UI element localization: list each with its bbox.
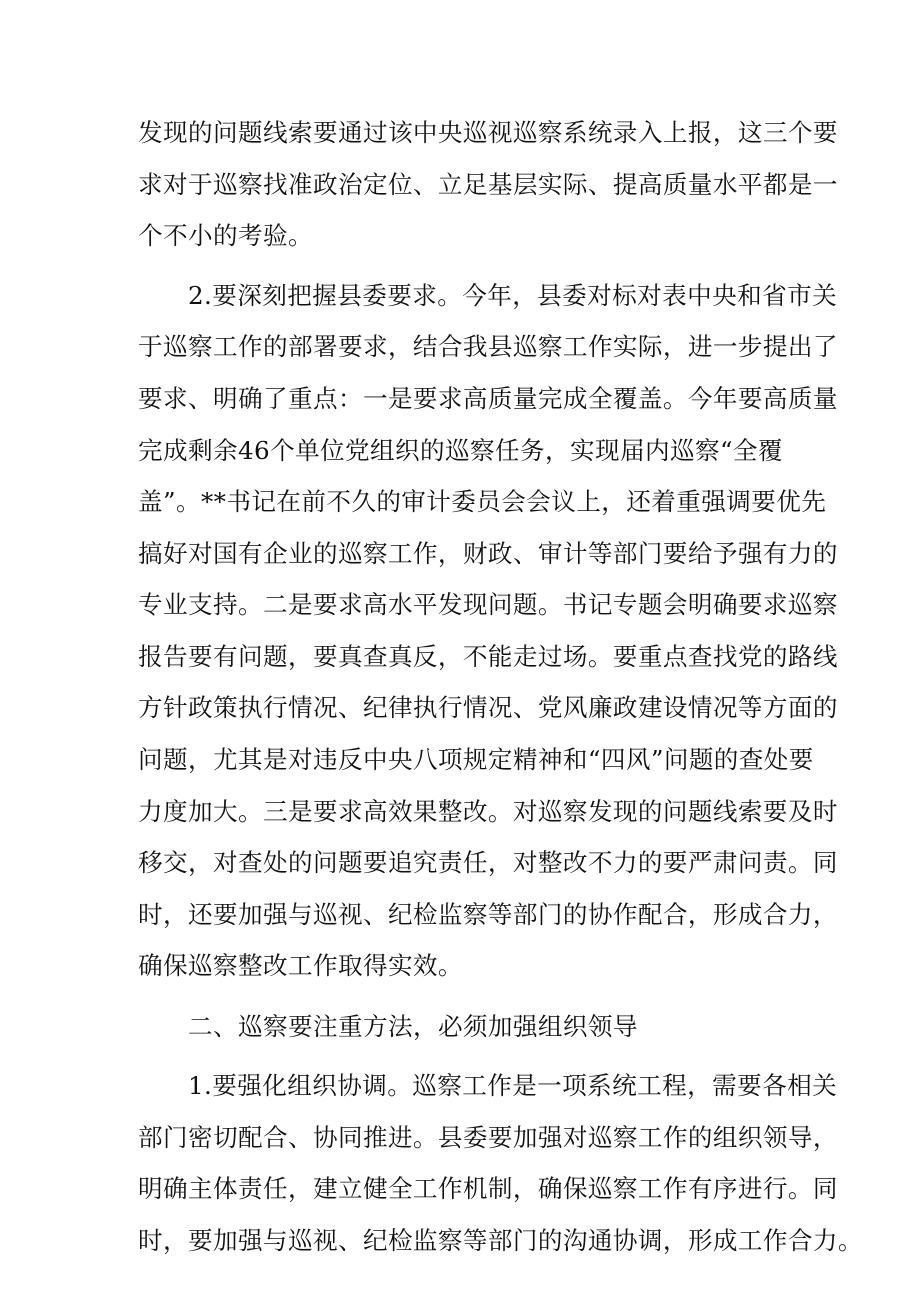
paragraph-county-line-8: 报告要有问题，要真查真反，不能走过场。要重点查找党的路线 <box>138 642 838 671</box>
paragraph-intro-line-3: 个不小的考验。 <box>138 221 313 250</box>
paragraph-intro-line-2: 求对于巡察找准政治定位、立足基层实际、提高质量水平都是一 <box>138 170 838 199</box>
paragraph-county-line-3: 要求、明确了重点：一是要求高质量完成全覆盖。今年要高质量 <box>138 384 838 413</box>
paragraph-county-line-4: 完成剩余46个单位党组织的巡察任务，实现届内巡察“全覆 <box>138 436 783 465</box>
paragraph-county-line-10: 问题，尤其是对违反中央八项规定精神和“四风”问题的查处要 <box>138 745 814 774</box>
paragraph-county-line-12: 移交，对查处的问题要追究责任，对整改不力的要严肃问责。同 <box>138 848 838 877</box>
paragraph-coordination-line-2: 部门密切配合、协同推进。县委要加强对巡察工作的组织领导， <box>138 1123 838 1152</box>
paragraph-coordination-line-1: 1.要强化组织协调。巡察工作是一项系统工程，需要各相关 <box>188 1071 838 1100</box>
paragraph-county-line-7: 专业支持。二是要求高水平发现问题。书记专题会明确要求巡察 <box>138 590 838 619</box>
paragraph-county-line-14: 确保巡察整改工作取得实效。 <box>138 951 463 980</box>
paragraph-county-line-11: 力度加大。三是要求高效果整改。对巡察发现的问题线索要及时 <box>138 797 838 826</box>
paragraph-county-line-13: 时，还要加强与巡视、纪检监察等部门的协作配合，形成合力， <box>138 900 838 929</box>
paragraph-intro-line-1: 发现的问题线索要通过该中央巡视巡察系统录入上报，这三个要 <box>138 118 838 147</box>
paragraph-county-line-1: 2.要深刻把握县委要求。今年，县委对标对表中央和省市关 <box>188 281 838 310</box>
section-heading: 二、巡察要注重方法，必须加强组织领导 <box>188 1012 638 1041</box>
paragraph-coordination-line-3: 明确主体责任，建立健全工作机制，确保巡察工作有序进行。同 <box>138 1174 838 1203</box>
paragraph-coordination-line-4: 时，要加强与巡视、纪检监察等部门的沟通协调，形成工作合力。 <box>138 1226 863 1255</box>
paragraph-county-line-9: 方针政策执行情况、纪律执行情况、党风廉政建设情况等方面的 <box>138 693 838 722</box>
paragraph-county-line-2: 于巡察工作的部署要求，结合我县巡察工作实际，进一步提出了 <box>138 332 838 361</box>
paragraph-county-line-5: 盖”。**书记在前不久的审计委员会会议上，还着重强调要优先 <box>138 487 827 516</box>
paragraph-county-line-6: 搞好对国有企业的巡察工作，财政、审计等部门要给予强有力的 <box>138 539 838 568</box>
